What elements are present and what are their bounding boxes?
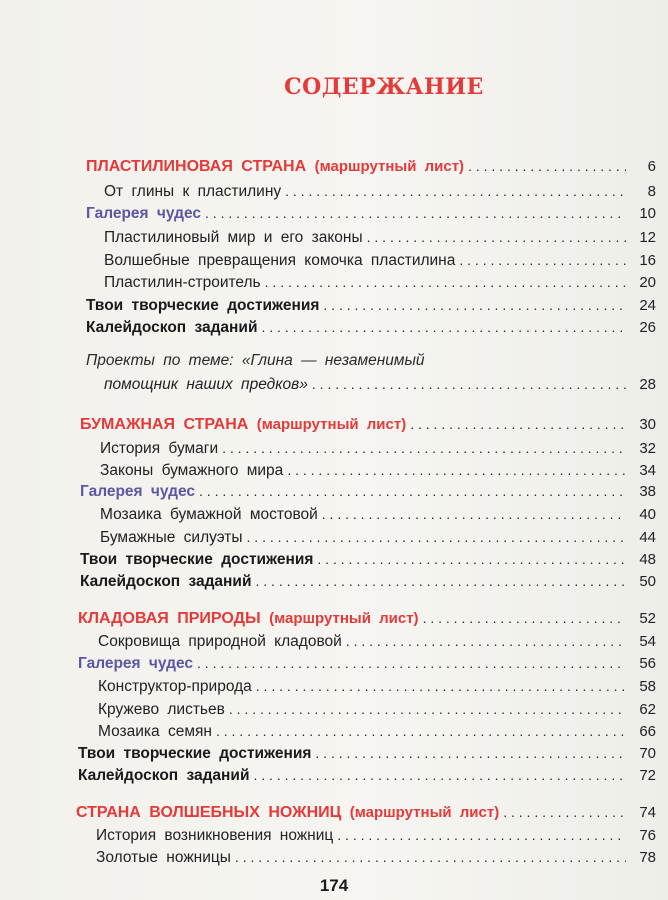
toc-entry[interactable]	[80, 483, 656, 501]
entry-title: Бумажные силуэты	[100, 529, 243, 546]
toc-entry[interactable]	[98, 678, 656, 696]
entry-title: История возникновения ножниц	[96, 827, 334, 844]
toc-entry[interactable]	[86, 297, 656, 315]
dot-leader	[261, 319, 626, 335]
entry-title: Калейдоскоп заданий	[86, 319, 258, 336]
page-number: 52	[639, 610, 656, 627]
entry-title: Твои творческие достижения	[80, 551, 314, 568]
dot-leader	[287, 462, 626, 478]
dot-leader	[468, 158, 626, 174]
entry-title: Калейдоскоп заданий	[80, 573, 252, 590]
dot-leader	[247, 529, 626, 545]
page-number: 20	[639, 274, 656, 291]
page-number: 70	[639, 745, 656, 762]
entry-title: Галерея чудес	[78, 655, 194, 672]
page-number: 50	[639, 573, 656, 590]
dot-leader	[222, 440, 626, 456]
dot-leader	[337, 827, 626, 843]
entry-title: Кружево листьев	[98, 701, 225, 718]
entry-title: Пластилин-строитель	[104, 274, 261, 291]
project-title-line: Проекты по теме: «Глина — незаменимый	[86, 352, 425, 369]
dot-leader	[216, 723, 626, 739]
dot-leader	[459, 252, 626, 268]
section-title: ПЛАСТИЛИНОВАЯ СТРАНА	[86, 158, 307, 175]
page-number: 48	[639, 551, 656, 568]
page-number: 34	[639, 462, 656, 479]
toc-entry[interactable]	[100, 529, 656, 547]
dot-leader	[323, 297, 626, 313]
page-title: СОДЕРЖАНИЕ	[284, 74, 484, 100]
dot-leader	[205, 205, 626, 221]
page-number: 12	[639, 229, 656, 246]
toc-entry[interactable]	[98, 701, 656, 719]
toc-entry[interactable]	[86, 205, 656, 223]
entry-title: Мозаика семян	[98, 723, 212, 740]
toc-entry[interactable]	[78, 745, 656, 763]
toc-entry[interactable]	[104, 252, 656, 270]
section-subtitle: (маршрутный лист)	[349, 804, 500, 821]
entry-title: Галерея чудес	[80, 483, 196, 500]
toc-section-heading[interactable]	[76, 804, 656, 822]
dot-leader	[265, 274, 626, 290]
dot-leader	[253, 767, 626, 783]
dot-leader	[285, 183, 626, 199]
entry-title: Конструктор-природа	[98, 678, 252, 695]
toc-entry[interactable]	[78, 655, 656, 673]
section-title: БУМАЖНАЯ СТРАНА	[80, 416, 249, 433]
page-number: 56	[639, 655, 656, 672]
toc-entry[interactable]	[104, 229, 656, 247]
page-number: 6	[647, 158, 656, 175]
page-number: 66	[639, 723, 656, 740]
section-subtitle: (маршрутный лист)	[256, 416, 407, 433]
toc-entry[interactable]	[98, 723, 656, 741]
page-number: 32	[639, 440, 656, 457]
page-number: 16	[639, 252, 656, 269]
entry-title: Калейдоскоп заданий	[78, 767, 250, 784]
dot-leader	[256, 678, 626, 694]
entry-title: Золотые ножницы	[96, 849, 231, 866]
toc-entry[interactable]	[80, 551, 656, 569]
dot-leader	[410, 416, 626, 432]
dot-leader	[317, 551, 626, 567]
section-subtitle: (маршрутный лист)	[269, 610, 419, 627]
entry-title: История бумаги	[100, 440, 219, 457]
dot-leader	[235, 849, 626, 865]
entry-title: Твои творческие достижения	[86, 297, 320, 314]
dot-leader	[197, 655, 626, 671]
toc-entry[interactable]	[104, 183, 656, 201]
page-number: 28	[639, 376, 656, 393]
entry-title: От глины к пластилину	[104, 183, 282, 200]
toc-entry[interactable]	[80, 573, 656, 591]
entry-title: Законы бумажного мира	[100, 462, 284, 479]
entry-title: помощник наших предков»	[104, 376, 308, 393]
toc-entry[interactable]	[98, 633, 656, 651]
toc-entry[interactable]	[104, 274, 656, 292]
page-number: 76	[639, 827, 656, 844]
page-number: 44	[639, 529, 656, 546]
page-number: 72	[639, 767, 656, 784]
dot-leader	[503, 804, 626, 820]
dot-leader	[312, 376, 626, 392]
dot-leader	[255, 573, 626, 589]
entry-title: Мозаика бумажной мостовой	[100, 506, 318, 523]
entry-title: Пластилиновый мир и его законы	[104, 229, 363, 246]
toc-section-heading[interactable]	[78, 610, 656, 628]
page-number: 62	[639, 701, 656, 718]
entry-title: Твои творческие достижения	[78, 745, 312, 762]
page-number: 78	[639, 849, 656, 866]
section-subtitle: (маршрутный лист)	[314, 158, 465, 175]
page-number: 8	[647, 183, 656, 200]
page-number: 40	[639, 506, 656, 523]
entry-title: Сокровища природной кладовой	[98, 633, 342, 650]
toc-section-heading[interactable]	[80, 416, 656, 434]
toc-entry[interactable]	[100, 506, 656, 524]
page-footer-number: 174	[319, 876, 349, 895]
page-number: 58	[639, 678, 656, 695]
dot-leader	[322, 506, 626, 522]
toc-entry[interactable]	[96, 827, 656, 845]
toc-entry[interactable]	[100, 462, 656, 480]
dot-leader	[199, 483, 626, 499]
page-number: 54	[639, 633, 656, 650]
dot-leader	[229, 701, 626, 717]
page-number: 38	[639, 483, 656, 500]
page-number: 30	[639, 416, 656, 433]
page-number: 26	[639, 319, 656, 336]
entry-title: Галерея чудес	[86, 205, 202, 222]
toc-entry[interactable]	[86, 319, 656, 337]
toc-section-heading[interactable]	[86, 158, 656, 176]
toc-entry[interactable]	[96, 849, 656, 867]
dot-leader	[346, 633, 626, 649]
page-number: 10	[639, 205, 656, 222]
section-title: КЛАДОВАЯ ПРИРОДЫ	[78, 610, 261, 627]
dot-leader	[367, 229, 626, 245]
page-number: 24	[639, 297, 656, 314]
section-title: СТРАНА ВОЛШЕБНЫХ НОЖНИЦ	[76, 804, 342, 821]
dot-leader	[423, 610, 626, 626]
toc-entry[interactable]	[100, 440, 656, 458]
entry-title: Волшебные превращения комочка пластилина	[104, 252, 456, 269]
dot-leader	[315, 745, 626, 761]
toc-entry[interactable]	[78, 767, 656, 785]
toc-project-entry[interactable]	[104, 376, 656, 394]
page-number: 74	[639, 804, 656, 821]
